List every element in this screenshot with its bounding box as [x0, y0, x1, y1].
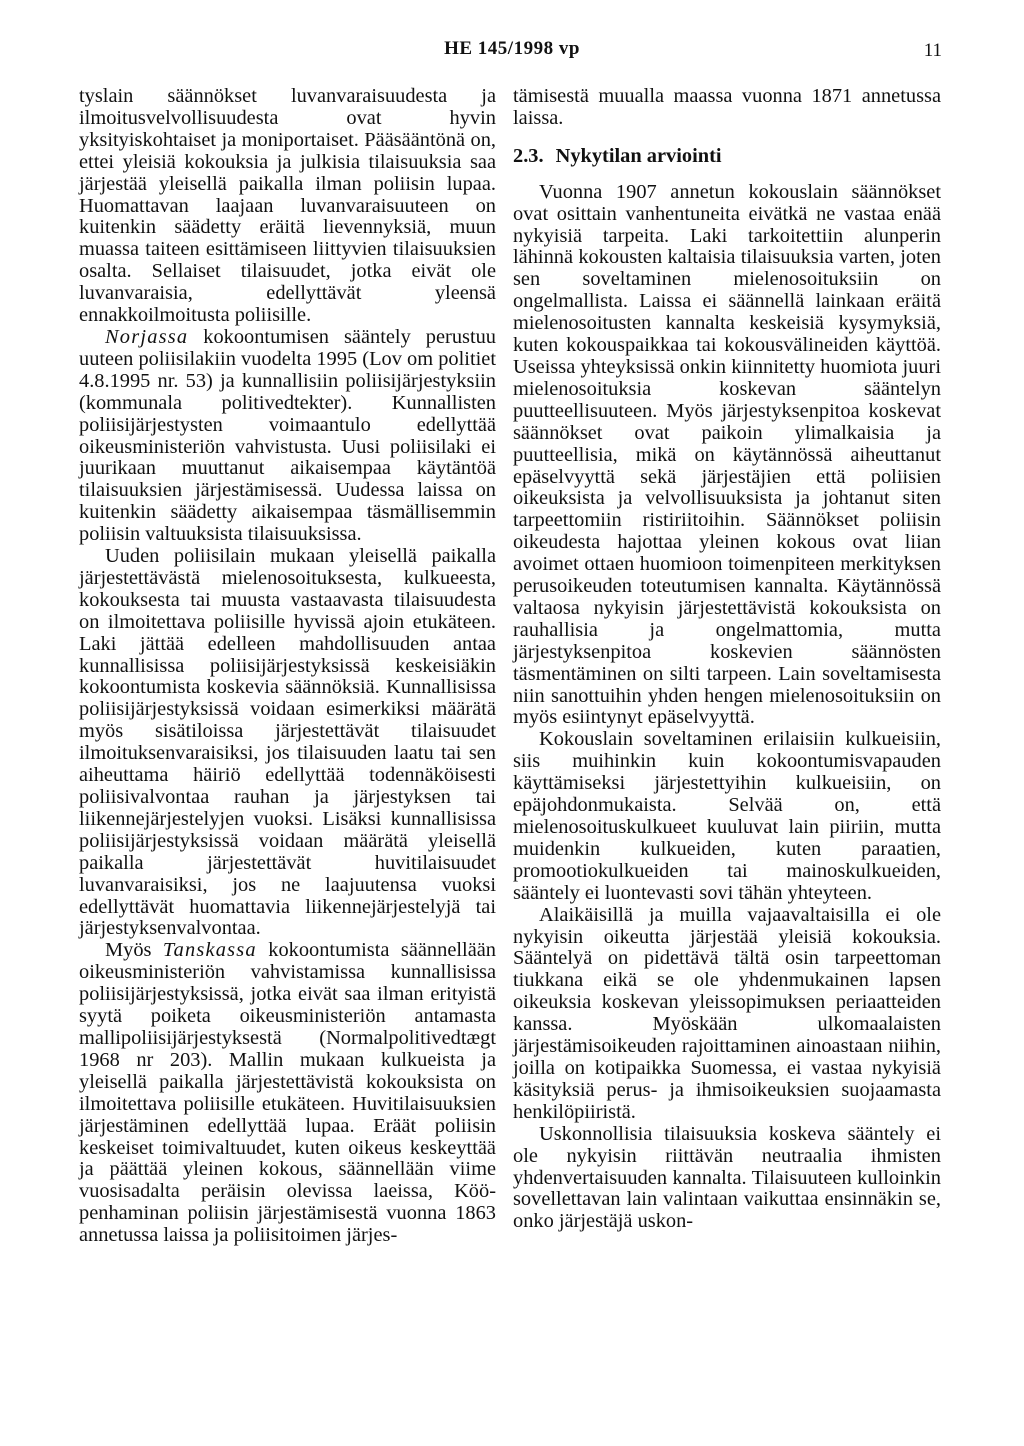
- emphasis-norway: Norjassa: [105, 325, 189, 348]
- paragraph-continuation: tyslain säännökset luvanvaraisuudesta ja ilmoitusvelvollisuudesta ovat hyvin yksityiskohtaiset ja moniportaiset. Pääsääntönä on, ettei yleisiä kokouksia ja julkisia tilaisuuksia saa järjestää yleisellä paikalla ilman poliisin lupaa. Huomattavan laajaan luvanvaraisuuteen on kuitenkin säädetty eräitä lievennyksiä, muun muassa taiteen esittämiseen liittyvien tilaisuuksien osalta. Sellaiset tilaisuudet, jotka eivät ole luvanvaraisia, edellyttävät yleensä ennakkoilmoitusta poliisille.: [79, 85, 496, 327]
- paragraph-denmark: [79, 940, 496, 1247]
- emphasis-denmark: Tanskassa: [162, 939, 257, 962]
- page-header: [0, 38, 1024, 68]
- paragraph-continuation-right: tämisestä muualla maassa vuonna 1871 annetussa laissa.: [513, 85, 941, 129]
- paragraph-denmark-start: Myös: [105, 939, 163, 962]
- left-column: [79, 86, 496, 1247]
- section-heading: [513, 146, 941, 168]
- right-column: [513, 86, 941, 1233]
- paragraph-norway-text: kokoontumisen sääntely perustuu uuteen poliisilakiin vuodelta 1995 (Lov om politiet 4.8.1995 nr. 53) ja kunnallisiin poliisijärjestyksiin (kommunala politivedtekter). Kunnallisten poliisijärjestysten voimaantulo edellyttää oikeusministeriön vahvistusta. Uusi poliisilaki ei juurikaan muuttanut aikaisempaa käytäntöä tilaisuuksien järjestämisessä. Uudessa laissa on kuitenkin säädetty aikaisempaa täsmällisemmin poliisin valtuuksista tilaisuuksissa.: [79, 325, 496, 546]
- paragraph-minors: Alaikäisillä ja muilla vajaavaltaisilla ei ole nykyisin oikeutta järjestää yleisiä kokouksia. Sääntelyä on pidettävä tältä osin tarpeettoman tiukkana eikä se ole yhdenmukainen lapsen oikeuksia koskevan yleissopimuksen periaatteiden kanssa. Myöskään ulkomaalaisten järjestämisoikeuden rajoittaminen ainoastaan niihin, joilla on kotipaikka Suomessa, ei vastaa nykyisiä käsityksiä perus- ja ihmisoikeuksien suojaamasta henkilöpiiristä.: [513, 903, 941, 1123]
- paragraph-assessment: Vuonna 1907 annetun kokouslain säännökset ovat osittain vanhentuneita eivätkä ne vastaa enää nykyisiä tarpeita. Laki tarkoitettiin alunperin lähinnä kokousten kaltaisia tilaisuuksia varten, joten sen soveltaminen mielenosoituksiin on ongelmallista. Laissa ei säännellä lainkaan eräitä mielenosoitusten kannalta keskeisiä kysymyksiä, kuten kokouspaikkaa tai kokousvälineiden käyttöä. Useissa yhteyksissä onkin kiinnitetty huomiota juuri mielenosoituksia koskevan sääntelyn puutteellisuuteen. Myös järjestyksenpitoa koskevat säännökset ovat paikoin ylimalkaisia ja puutteellisia, mikä on käytännössä aiheuttanut epäselvyyttä sekä järjestäjien että poliisien oikeuksista ja velvollisuuksista ja johtanut siten tarpeettomiin ristiriitoihin. Säännökset poliisin oikeudesta hajottaa yleinen kokous ovat liian avoimet ottaen huomioon toimenpiteen merkityksen perusoikeuden toteutumisen kannalta. Käytännössä valtaosa nykyisin järjestettävistä kokouksista on rauhallisia ja ongelmattomia, mutta järjestyksenpitoa koskevien säännösten täsmentäminen on silti tarpeen. Lain soveltamisesta niin sanottuihin yhden hengen mielenosoituksiin on myös esiintynyt epäselvyyttä.: [513, 180, 941, 729]
- section-number: 2.3.: [513, 144, 544, 167]
- paragraph-processions: Kokouslain soveltaminen erilaisiin kulkueisiin, siis muihinkin kuin kokoontumisvapauden käyttämiseksi järjestettyihin kulkueisiin, on epäjohdonmukaista. Selvää on, että mielenosoituskulkueet kuuluvat lain piiriin, mutta muidenkin kulkueiden, kuten paraatien, promootiokulkueiden tai mainoskulkueiden, sääntely ei luontevasti sovi tähän yhteyteen.: [513, 728, 941, 904]
- paragraph-religious: Uskonnollisia tilaisuuksia koskeva sääntely ei ole nykyisin riittävän neutraalia ihmisten yhdenvertaisuuden kannalta. Tilaisuuteen kulloinkin sovellettavan lain valintaan vaikuttaa ensinnäkin se, onko järjestäjä uskon-: [513, 1122, 941, 1233]
- paragraph-norway: [79, 327, 496, 546]
- document-id: HE 145/1998 vp: [444, 38, 580, 59]
- page-number: 11: [923, 40, 942, 61]
- paragraph-denmark-text: kokoontumista säännellään oikeusministeriön vahvistamissa kunnallisissa poliisijärjestyksissä, jotka eivät saa ilman erityistä syytä poiketa oikeusministeriön antamasta mallipoliisijärjestyksestä (Normalpolitivedtægt 1968 nr 203). Mallin mukaan kulkueista ja yleisellä paikalla järjestettävistä kokouksista on ilmoitettava poliisille etukäteen. Huvitilaisuuksien järjestäminen edellyttää lupaa. Eräät poliisin keskeiset toimivaltuudet, kuten oikeus keskeyttää ja päättää yleinen kokous, säännellään viime vuosisadalta peräisin olevissa laeissa, Kööpenhaminan poliisin järjestämisestä vuonna 1863 annetussa laissa ja poliisitoimen järjes-: [79, 939, 496, 1247]
- section-title: Nykytilan arviointi: [555, 144, 722, 167]
- paragraph-new-police-law: Uuden poliisilain mukaan yleisellä paikalla järjestettävästä mielenosoituksesta, kulkueesta, kokouksesta tai muusta vastaavasta tilaisuudesta on ilmoitettava poliisille hyvissä ajoin etukäteen. Laki jättää edelleen mahdollisuuden antaa kunnallisissa poliisijärjestyksissä keskeisiäkin kokoontumista koskevia säännöksiä. Kunnallisissa poliisijärjestyksissä voidaan esimerkiksi määrätä myös sisätiloissa järjestettävät tilaisuudet ilmoituksenvaraisiksi, jos tilaisuuden laatu tai sen aiheuttama häiriö edellyttää todennäköisesti poliisivalvontaa rauhan ja järjestyksen tai liikennejärjestelyjen vuoksi. Lisäksi kunnallisissa poliisijärjestyksissä voidaan määrätä yleisellä paikalla järjestettävät huvitilaisuudet luvanvaraisiksi, jos ne laajuutensa vuoksi edellyttävät huomattavia liikennejärjestelyjä tai järjestyksenvalvontaa.: [79, 545, 496, 940]
